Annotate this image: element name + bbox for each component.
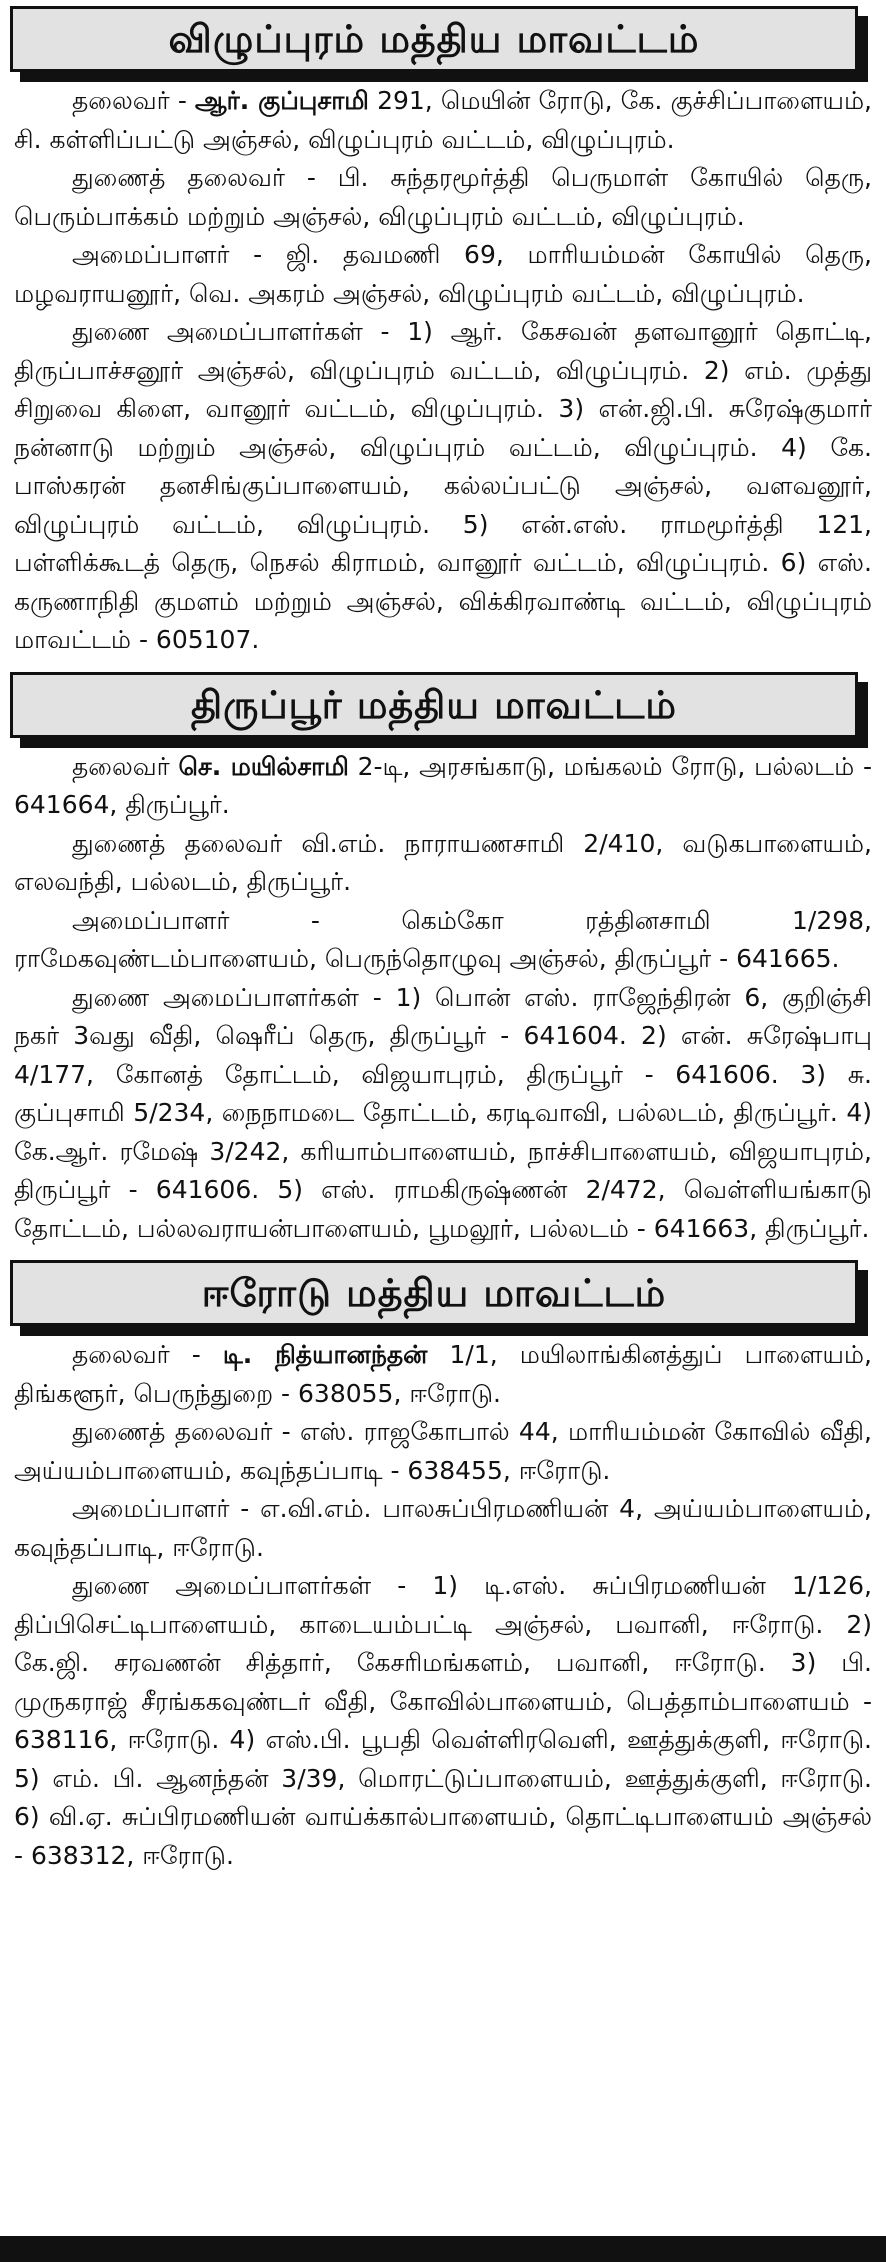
- office-bearer-paragraph: [14, 159, 872, 236]
- role-label: தலைவர்: [72, 751, 179, 781]
- role-label: துணைத் தலைவர் -: [72, 163, 338, 192]
- role-label: துணைத் தலைவர்: [72, 828, 302, 858]
- address-text: பி. சுந்தரமூர்த்தி பெருமாள் கோயில் தெரு, பெரும்பாக்கம் மற்றும் அஞ்சல், விழுப்புரம் வட்டம், விழுப்புரம்.: [14, 163, 872, 231]
- role-label: தலைவர் -: [72, 1340, 223, 1369]
- person-name: ஆர். குப்புசாமி: [195, 86, 369, 115]
- office-bearer-paragraph: [14, 82, 872, 159]
- district-section-erode: [10, 1254, 876, 1881]
- role-label: அமைப்பாளர் -: [72, 240, 286, 269]
- office-bearer-paragraph: [14, 1413, 872, 1490]
- office-bearer-paragraph: [14, 1490, 872, 1567]
- office-bearer-paragraph: [14, 236, 872, 313]
- person-name: டி. நித்யானந்தன்: [222, 1340, 428, 1369]
- office-bearer-paragraph: [14, 313, 872, 660]
- section-title: ஈரோடு மத்திய மாவட்டம்: [201, 1271, 667, 1315]
- address-text: 291, மெயின் ரோடு, கே. குச்சிப்பாளையம், சி. கள்ளிப்பட்டு அஞ்சல், விழுப்புரம் வட்டம், விழுப்புரம்.: [14, 86, 873, 154]
- role-label: அமைப்பாளர் -: [72, 905, 402, 935]
- role-label: துணை அமைப்பாளர்கள் -: [72, 982, 396, 1012]
- role-label: துணை அமைப்பாளர்கள் -: [72, 317, 408, 346]
- office-bearer-paragraph: [14, 1336, 872, 1413]
- role-label: தலைவர் -: [72, 86, 196, 115]
- address-text: 1/1, மயிலாங்கினத்துப் பாளையம், திங்களூர், பெருந்துறை - 638055, ஈரோடு.: [14, 1340, 872, 1408]
- office-bearer-paragraph: [14, 1567, 872, 1875]
- address-text: ஜி. தவமணி 69, மாரியம்மன் கோயில் தெரு, மழவராயனூர், வெ. அகரம் அஞ்சல், விழுப்புரம் வட்டம், விழுப்புரம்.: [14, 240, 872, 308]
- section-title-banner: [10, 672, 858, 738]
- section-title: திருப்பூர் மத்திய மாவட்டம்: [191, 682, 677, 727]
- role-label: அமைப்பாளர் -: [72, 1494, 261, 1523]
- address-text: 1) பொன் எஸ். ராஜேந்திரன் 6, குறிஞ்சி நகர் 3வது வீதி, ஷெரீப் தெரு, திருப்பூர் - 641604. 2) என். சுரேஷ்பாபு 4/177, கோனத் தோட்டம், விஜயாபுரம், திருப்பூர் - 641606. 3) சு. குப்புசாமி 5/234, நைநாமடை தோட்டம், கரடிவாவி, பல்லடம், திருப்பூர். 4) கே.ஆர். ரமேஷ் 3/242, கரியாம்பாளையம், நாச்சிபாளையம், விஜயாபுரம், திருப்பூர் - 641606. 5) எஸ். ராமகிருஷ்ணன் 2/472, வெள்ளியங்காடு தோட்டம், பல்லவராயன்பாளையம், பூமலூர், பல்லடம் - 641663, திருப்பூர்.: [14, 982, 872, 1243]
- section-title: விழுப்புரம் மத்திய மாவட்டம்: [168, 17, 700, 61]
- role-label: துணை அமைப்பாளர்கள் -: [72, 1571, 433, 1600]
- district-section-villupuram: [10, 0, 876, 666]
- next-section-banner-edge: [0, 2236, 886, 2262]
- role-label: துணைத் தலைவர் -: [72, 1417, 300, 1446]
- office-bearer-paragraph: [14, 748, 872, 825]
- section-title-banner: [10, 6, 858, 72]
- person-name: செ. மயில்சாமி: [178, 751, 349, 781]
- district-section-tiruppur: [10, 666, 876, 1255]
- address-text: எஸ். ராஜகோபால் 44, மாரியம்மன் கோவில் வீதி, அய்யம்பாளையம், கவுந்தப்பாடி - 638455, ஈரோடு.: [14, 1417, 872, 1485]
- address-text: எ.வி.எம். பாலசுப்பிரமணியன் 4, அய்யம்பாளையம், கவுந்தப்பாடி, ஈரோடு.: [14, 1494, 872, 1562]
- office-bearer-paragraph: [14, 825, 872, 902]
- office-bearer-paragraph: [14, 902, 872, 979]
- section-body: [10, 744, 876, 1255]
- section-body: [10, 78, 876, 666]
- address-text: கெம்கோ ரத்தினசாமி 1/298, ராமேகவுண்டம்பாளையம், பெருந்தொழுவு அஞ்சல், திருப்பூர் - 641665.: [14, 905, 872, 973]
- section-body: [10, 1332, 876, 1881]
- address-text: வி.எம். நாராயணசாமி 2/410, வடுகபாளையம், எலவந்தி, பல்லடம், திருப்பூர்.: [14, 828, 872, 896]
- address-text: 2-டி, அரசங்காடு, மங்கலம் ரோடு, பல்லடம் - 641664, திருப்பூர்.: [14, 751, 872, 819]
- address-text: 1) ஆர். கேசவன் தளவானூர் தொட்டி, திருப்பாச்சனூர் அஞ்சல், விழுப்புரம் வட்டம், விழுப்புரம். 2) எம். முத்து சிறுவை கிளை, வானூர் வட்டம், விழுப்புரம். 3) என்.ஜி.பி. சுரேஷ்குமார் நன்னாடு மற்றும் அஞ்சல், விழுப்புரம் வட்டம், விழுப்புரம். 4) கே. பாஸ்கரன் தனசிங்குப்பாளையம், கல்லப்பட்டு அஞ்சல், வளவனூர், விழுப்புரம் வட்டம், விழுப்புரம். 5) என்.எஸ். ராமமூர்த்தி 121, பள்ளிக்கூடத் தெரு, நெசல் கிராமம், வானூர் வட்டம், விழுப்புரம். 6) எஸ். கருணாநிதி குமளம் மற்றும் அஞ்சல், விக்கிரவாண்டி வட்டம், விழுப்புரம் மாவட்டம் - 605107.: [14, 317, 872, 654]
- section-title-banner: [10, 1260, 858, 1326]
- address-text: 1) டி.எஸ். சுப்பிரமணியன் 1/126, திப்பிசெட்டிபாளையம், காடையம்பட்டி அஞ்சல், பவானி, ஈரோடு. 2) கே.ஜி. சரவணன் சித்தார், கேசரிமங்களம், பவானி, ஈரோடு. 3) பி. முருகராஜ் சீரங்ககவுண்டர் வீதி, கோவில்பாளையம், பெத்தாம்பாளையம் - 638116, ஈரோடு. 4) எஸ்.பி. பூபதி வெள்ளிரவெளி, ஊத்துக்குளி, ஈரோடு. 5) எம். பி. ஆனந்தன் 3/39, மொரட்டுப்பாளையம், ஊத்துக்குளி, ஈரோடு. 6) வி.ஏ. சுப்பிரமணியன் வாய்க்கால்பாளையம், தொட்டிபாளையம் அஞ்சல் - 638312, ஈரோடு.: [14, 1571, 872, 1870]
- office-bearer-paragraph: [14, 979, 872, 1249]
